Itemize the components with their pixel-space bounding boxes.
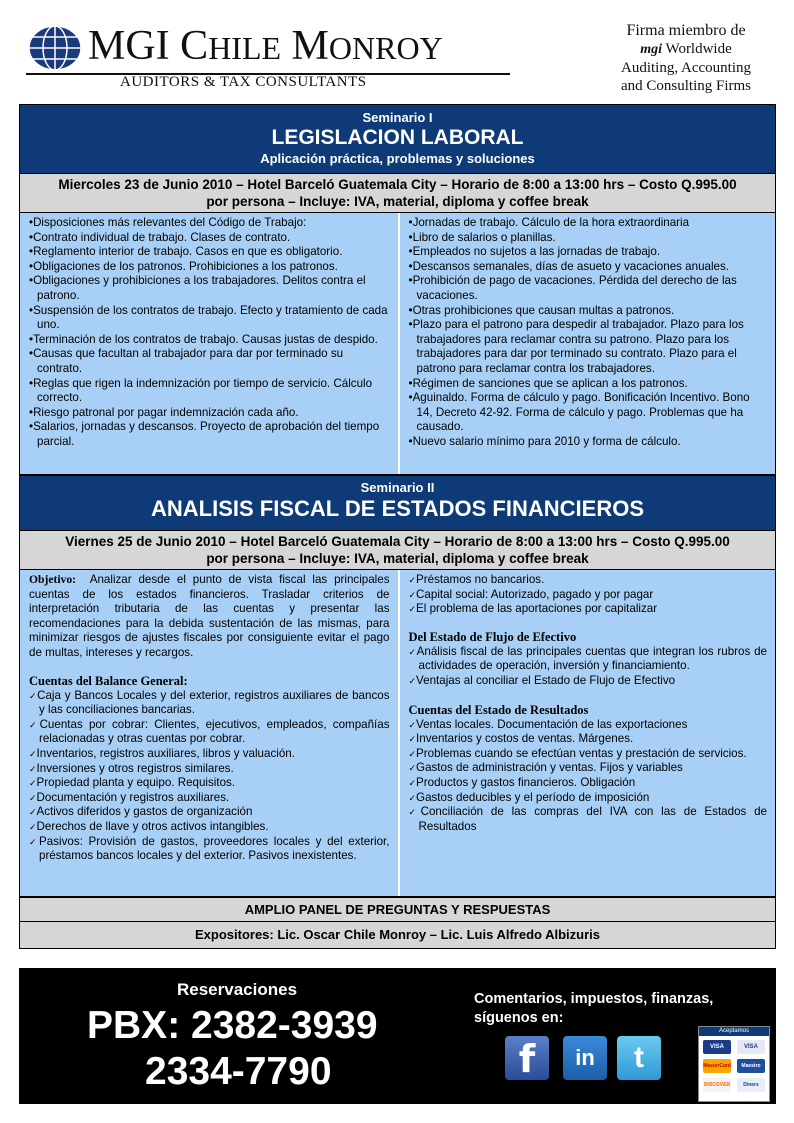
list-item: • Causas que facultan al trabajador para dar por terminado su contrato. bbox=[29, 347, 390, 376]
firm-line-3: Auditing, Accounting bbox=[621, 60, 751, 76]
list-item: ✓ Gastos deducibles y el período de imposición bbox=[409, 791, 768, 806]
seminar-2-left-column bbox=[20, 570, 398, 896]
list-item: ✓ Análisis fiscal de las principales cuentas que integran los rubros de actividades de operación, inversión y financiamiento. bbox=[409, 645, 768, 674]
results-list bbox=[409, 718, 768, 835]
list-item: • Empleados no sujetos a las jornadas de trabajo. bbox=[409, 245, 768, 260]
speakers-bar: Expositores: Lic. Oscar Chile Monroy – Lic. Luis Alfredo Albizuris bbox=[19, 922, 776, 949]
seminar-1-title: LEGISLACION LABORAL bbox=[271, 126, 524, 149]
list-item: ✓ Caja y Bancos Locales y del exterior, registros auxiliares de bancos y las conciliaciones bancarias. bbox=[29, 689, 390, 718]
list-item: ✓ Inventarios y costos de ventas. Márgenes. bbox=[409, 732, 768, 747]
cashflow-heading: Del Estado de Flujo de Efectivo bbox=[408, 629, 577, 644]
seminar-1-subtitle: Aplicación práctica, problemas y soluciones bbox=[260, 151, 535, 166]
list-item: • Régimen de sanciones que se aplican a los patronos. bbox=[409, 377, 768, 392]
list-item: • Riesgo patronal por pagar indemnización cada año. bbox=[29, 406, 390, 421]
seminar-2-header bbox=[19, 475, 776, 531]
list-item: • Nuevo salario mínimo para 2010 y forma de cálculo. bbox=[409, 435, 768, 450]
twitter-icon[interactable]: t bbox=[617, 1036, 661, 1080]
list-item: • Otras prohibiciones que causan multas a patronos. bbox=[409, 304, 768, 319]
seminar-2-title: ANALISIS FISCAL DE ESTADOS FINANCIEROS bbox=[150, 496, 644, 521]
list-item: ✓ Pasivos: Provisión de gastos, proveedores locales y del exterior, préstamos bancos locales y del exterior. Pasivos inexistentes. bbox=[29, 835, 390, 864]
list-item: • Contrato individual de trabajo. Clases de contrato. bbox=[29, 231, 390, 246]
seminar-1-right-column bbox=[398, 213, 776, 474]
seminar-2-info-line-2: por persona – Incluye: IVA, material, diploma y coffee break bbox=[206, 551, 589, 566]
list-item: • Salarios, jornadas y descansos. Proyecto de aprobación del tiempo parcial. bbox=[29, 420, 390, 449]
social-text: Comentarios, impuestos, finanzas, síguenos en: bbox=[474, 991, 714, 1026]
list-item: ✓ Capital social: Autorizado, pagado y por pagar bbox=[409, 588, 768, 603]
objective-label: Objetivo: bbox=[29, 573, 77, 586]
seminar-2-right-column bbox=[398, 570, 776, 896]
facebook-icon[interactable]: f bbox=[505, 1036, 549, 1080]
list-item: ✓ Préstamos no bancarios. bbox=[409, 573, 768, 588]
list-item: ✓ Documentación y registros auxiliares. bbox=[29, 791, 390, 806]
list-item: ✓ El problema de las aportaciones por capitalizar bbox=[409, 602, 768, 617]
list-item: ✓ Propiedad planta y equipo. Requisitos. bbox=[29, 776, 390, 791]
seminar-1-topics bbox=[19, 213, 776, 475]
seminar-1-info-line-1: Miercoles 23 de Junio 2010 – Hotel Barceló Guatemala City – Horario de 8:00 a 13:00 hrs – Costo Q.995.00 bbox=[58, 177, 737, 192]
seminar-flyer bbox=[19, 104, 776, 1104]
firm-line-2: Worldwide bbox=[665, 41, 732, 57]
list-item: ✓ Problemas cuando se efectúan ventas y prestación de servicios. bbox=[409, 747, 768, 762]
seminar-1-number: Seminario I bbox=[362, 110, 433, 125]
seminar-1-info-line-2: por persona – Incluye: IVA, material, diploma y coffee break bbox=[206, 194, 589, 209]
visa-electron-card-icon: VISA bbox=[737, 1040, 765, 1054]
discover-card-icon: DISCOVER bbox=[703, 1078, 731, 1092]
results-heading: Cuentas del Estado de Resultados bbox=[408, 702, 589, 717]
list-item: • Obligaciones y prohibiciones a los trabajadores. Delitos contra el patrono. bbox=[29, 274, 390, 303]
list-item: • Libro de salarios o planillas. bbox=[409, 231, 768, 246]
diners-card-icon: Diners bbox=[737, 1078, 765, 1092]
seminar-2-info bbox=[19, 531, 776, 570]
seminar-1-left-list bbox=[29, 216, 390, 450]
list-item: • Terminación de los contratos de trabajo. Causas justas de despido. bbox=[29, 333, 390, 348]
accepted-cards-badge bbox=[698, 1026, 770, 1102]
firm-mgi: mgi bbox=[640, 42, 662, 57]
firm-line-1: Firma miembro de bbox=[626, 22, 746, 39]
list-item: • Aguinaldo. Forma de cálculo y pago. Bonificación Incentivo. Bono 14, Decreto 42-92. Forma de cálculo y pago. Problemas que ha causado. bbox=[409, 391, 768, 435]
member-firm-note bbox=[600, 22, 772, 95]
list-item: • Descansos semanales, días de asueto y vacaciones anuales. bbox=[409, 260, 768, 275]
list-item: ✓ Productos y gastos financieros. Obligación bbox=[409, 776, 768, 791]
seminar-1-info bbox=[19, 174, 776, 213]
list-item: ✓ Inventarios, registros auxiliares, libros y valuación. bbox=[29, 747, 390, 762]
cashflow-list bbox=[409, 645, 768, 689]
capital-list bbox=[409, 573, 768, 617]
objective-text: Analizar desde el punto de vista fiscal las principales cuentas de los estados financieros. Trasladar criterios de interpretación tributaria de las cuentas y presentar las recomendaciones para la debida sustentación de las mismas, para minimizar riesgos de ajustes fiscales por consiguiente evitar el pago de multas, intereses y recargos. bbox=[29, 573, 390, 659]
balance-list bbox=[29, 689, 390, 864]
brand-name: MGI CHILE MONROY bbox=[88, 23, 443, 69]
phone-pbx[interactable]: PBX: 2382-3939 bbox=[87, 1004, 378, 1047]
list-item: ✓ Inversiones y otros registros similares. bbox=[29, 762, 390, 777]
contact-footer bbox=[19, 968, 776, 1104]
brand-tagline: AUDITORS & TAX CONSULTANTS bbox=[120, 74, 367, 90]
list-item: • Obligaciones de los patronos. Prohibiciones a los patronos. bbox=[29, 260, 390, 275]
seminar-1-header bbox=[19, 104, 776, 174]
mgi-globe-logo-icon bbox=[24, 24, 86, 72]
firm-line-4: and Consulting Firms bbox=[620, 78, 751, 94]
list-item: ✓ Activos diferidos y gastos de organización bbox=[29, 805, 390, 820]
seminar-2-topics bbox=[19, 570, 776, 897]
balance-heading: Cuentas del Balance General: bbox=[29, 673, 188, 688]
list-item: • Jornadas de trabajo. Cálculo de la hora extraordinaria bbox=[409, 216, 768, 231]
list-item: ✓ Derechos de llave y otros activos intangibles. bbox=[29, 820, 390, 835]
maestro-card-icon: Maestro bbox=[737, 1059, 765, 1073]
list-item: • Reglamento interior de trabajo. Casos en que es obligatorio. bbox=[29, 245, 390, 260]
cards-header: Aceptamos bbox=[699, 1027, 769, 1036]
phone-secondary[interactable]: 2334-7790 bbox=[145, 1050, 332, 1093]
visa-card-icon: VISA bbox=[703, 1040, 731, 1054]
reservations-label: Reservaciones bbox=[177, 980, 298, 999]
qa-panel-bar: AMPLIO PANEL DE PREGUNTAS Y RESPUESTAS bbox=[19, 897, 776, 922]
list-item: • Plazo para el patrono para despedir al trabajador. Plazo para los trabajadores para reclamar contra su patrono. Plazo para los trabajadores para dar por terminado su contrato. Plazo para el patrono para reclamar contra los trabajadores. bbox=[409, 318, 768, 376]
list-item: • Disposiciones más relevantes del Código de Trabajo: bbox=[29, 216, 390, 231]
list-item: ✓ Gastos de administración y ventas. Fijos y variables bbox=[409, 761, 768, 776]
seminar-1-left-column bbox=[20, 213, 398, 474]
list-item: ✓ Conciliación de las compras del IVA con las de Estados de Resultados bbox=[409, 805, 768, 834]
list-item: ✓ Cuentas por cobrar: Clientes, ejecutivos, empleados, compañías relacionadas y otras cuentas por cobrar. bbox=[29, 718, 390, 747]
linkedin-icon[interactable]: in bbox=[563, 1036, 607, 1080]
seminar-2-info-line-1: Viernes 25 de Junio 2010 – Hotel Barceló Guatemala City – Horario de 8:00 a 13:00 hrs – Costo Q.995.00 bbox=[65, 534, 730, 549]
list-item: • Reglas que rigen la indemnización por tiempo de servicio. Cálculo correcto. bbox=[29, 377, 390, 406]
list-item: • Prohibición de pago de vacaciones. Pérdida del derecho de las vacaciones. bbox=[409, 274, 768, 303]
list-item: ✓ Ventas locales. Documentación de las exportaciones bbox=[409, 718, 768, 733]
letterhead bbox=[0, 0, 794, 102]
seminar-1-right-list bbox=[409, 216, 768, 450]
mastercard-icon: MasterCard bbox=[703, 1059, 731, 1073]
seminar-2-number: Seminario II bbox=[360, 480, 435, 495]
list-item: ✓ Ventajas al conciliar el Estado de Flujo de Efectivo bbox=[409, 674, 768, 689]
objective-paragraph bbox=[29, 573, 390, 661]
list-item: • Suspensión de los contratos de trabajo. Efecto y tratamiento de cada uno. bbox=[29, 304, 390, 333]
